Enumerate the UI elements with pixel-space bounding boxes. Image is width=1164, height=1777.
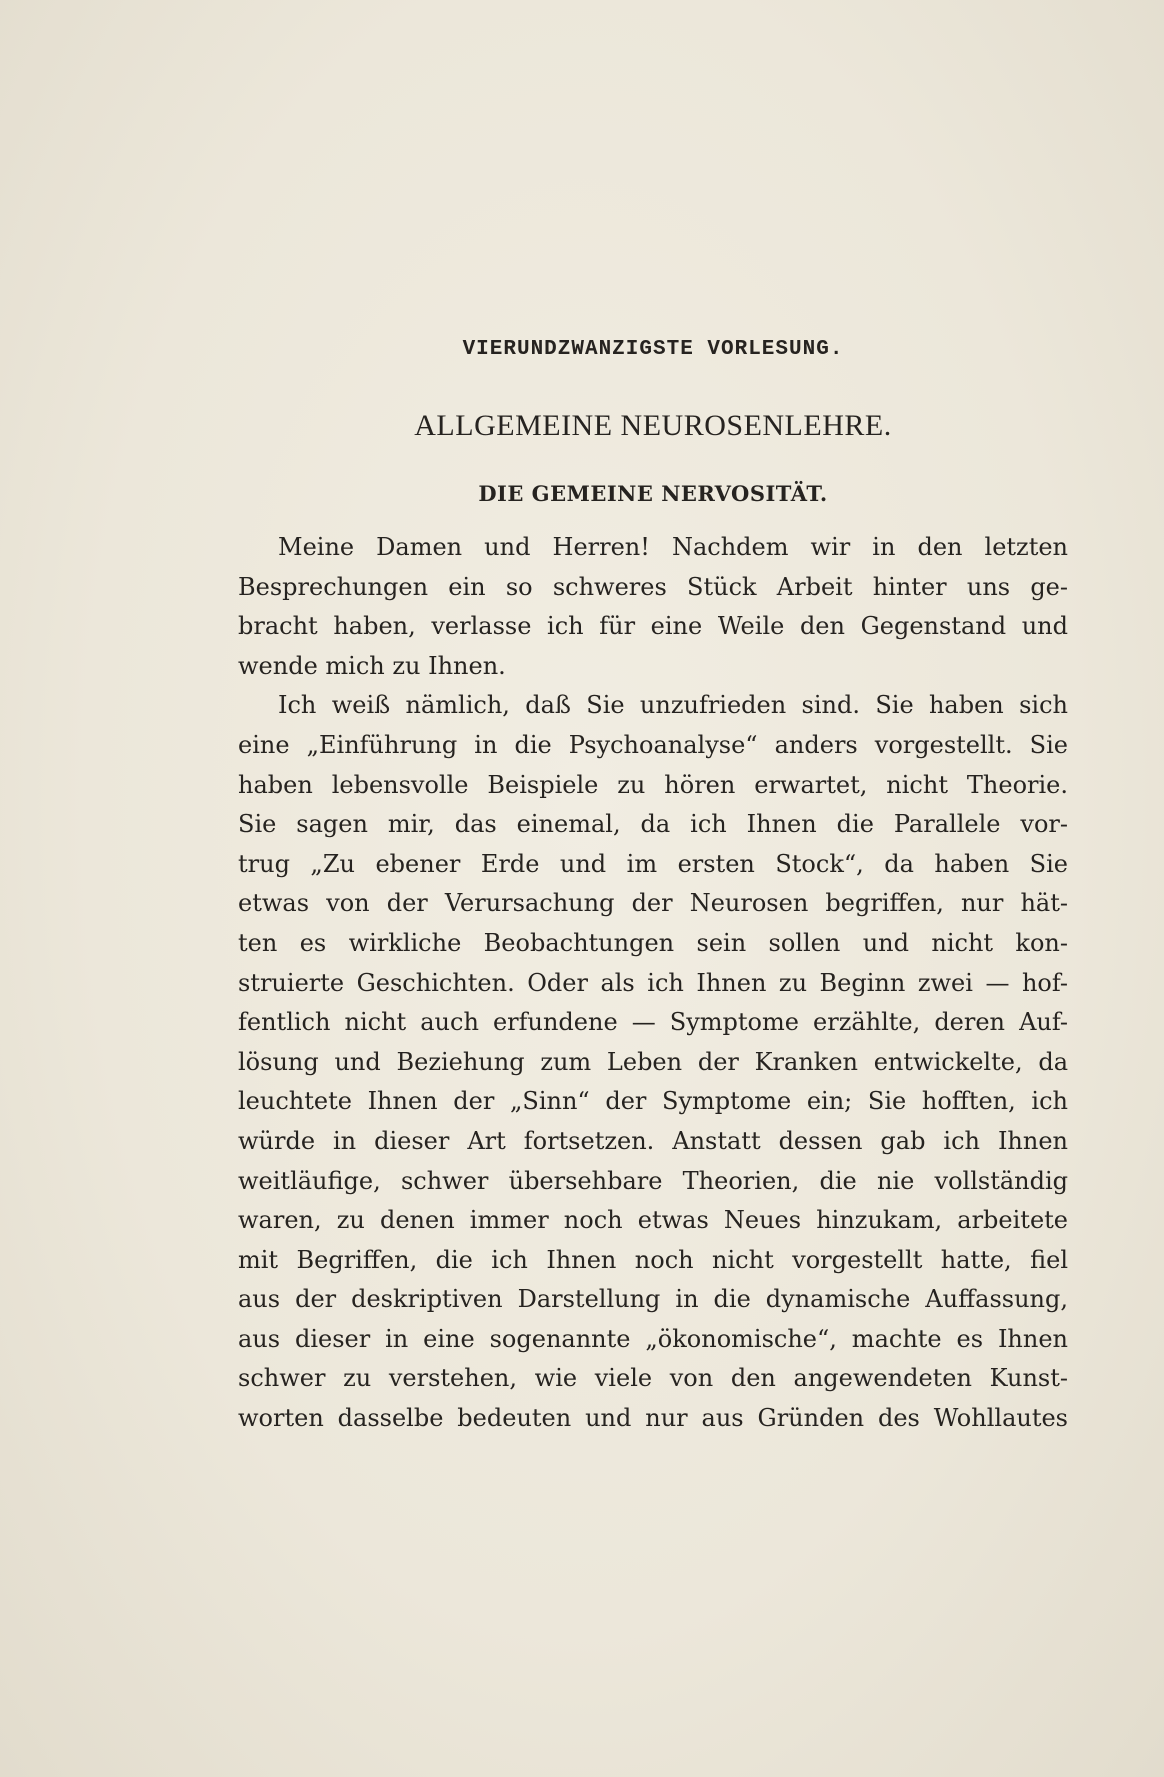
text-line: haben lebensvolle Beispiele zu hören erwartet, nicht Theorie. bbox=[238, 770, 1068, 799]
text-line: weitläufige, schwer übersehbare Theorien, die nie vollständig bbox=[238, 1166, 1068, 1195]
text-line: aus der deskriptiven Darstellung in die dynamische Auffassung, bbox=[238, 1285, 1068, 1314]
paragraph-2 bbox=[238, 686, 1068, 1438]
text-line: lösung und Beziehung zum Leben der Kranken entwickelte, da bbox=[238, 1047, 1068, 1076]
text-line: trug „Zu ebener Erde und im ersten Stock“, da haben Sie bbox=[238, 849, 1068, 878]
lecture-number: VIERUNDZWANZIGSTE VORLESUNG. bbox=[462, 338, 844, 361]
text-line: aus dieser in eine sogenannte „ökonomische“, machte es Ihnen bbox=[238, 1324, 1068, 1353]
text-block bbox=[238, 336, 1068, 1433]
text-line: würde in dieser Art fortsetzen. Anstatt dessen gab ich Ihnen bbox=[238, 1126, 1068, 1155]
section-title: DIE GEMEINE NERVOSITÄT. bbox=[478, 481, 828, 506]
text-line: eine „Einführung in die Psychoanalyse“ anders vorgestellt. Sie bbox=[238, 730, 1068, 759]
text-line: waren, zu denen immer noch etwas Neues hinzukam, arbeitete bbox=[238, 1206, 1068, 1235]
text-line: schwer zu verstehen, wie viele von den angewendeten Kunst- bbox=[238, 1364, 1068, 1393]
text-line: struierte Geschichten. Oder als ich Ihnen zu Beginn zwei — hof- bbox=[238, 968, 1068, 997]
text-line: ten es wirkliche Beobachtungen sein sollen und nicht kon- bbox=[238, 928, 1068, 957]
text-line: leuchtete Ihnen der „Sinn“ der Symptome ein; Sie hofften, ich bbox=[238, 1087, 1068, 1116]
text-line: fentlich nicht auch erfundene — Symptome erzählte, deren Auf- bbox=[238, 1008, 1068, 1037]
text-line: etwas von der Verursachung der Neurosen begriffen, nur hät- bbox=[238, 889, 1068, 918]
text-line: wende mich zu Ihnen. bbox=[238, 651, 506, 680]
text-line: mit Begriffen, die ich Ihnen noch nicht vorgestellt hatte, fiel bbox=[238, 1245, 1068, 1274]
text-line: Besprechungen ein so schweres Stück Arbeit hinter uns ge- bbox=[238, 572, 1068, 601]
text-line: Ich weiß nämlich, daß Sie unzufrieden sind. Sie haben sich bbox=[278, 691, 1068, 720]
text-line: bracht haben, verlasse ich für eine Weile den Gegenstand und bbox=[238, 612, 1068, 641]
text-line: Sie sagen mir, das einemal, da ich Ihnen die Parallele vor- bbox=[238, 810, 1068, 839]
text-line: Meine Damen und Herren! Nachdem wir in den letzten bbox=[278, 533, 1068, 561]
paragraph-1 bbox=[238, 528, 1068, 686]
chapter-title: ALLGEMEINE NEUROSENLEHRE. bbox=[414, 409, 892, 442]
text-line: worten dasselbe bedeuten und nur aus Gründen des Wohllautes bbox=[238, 1404, 1068, 1433]
body-text bbox=[238, 528, 1068, 1439]
